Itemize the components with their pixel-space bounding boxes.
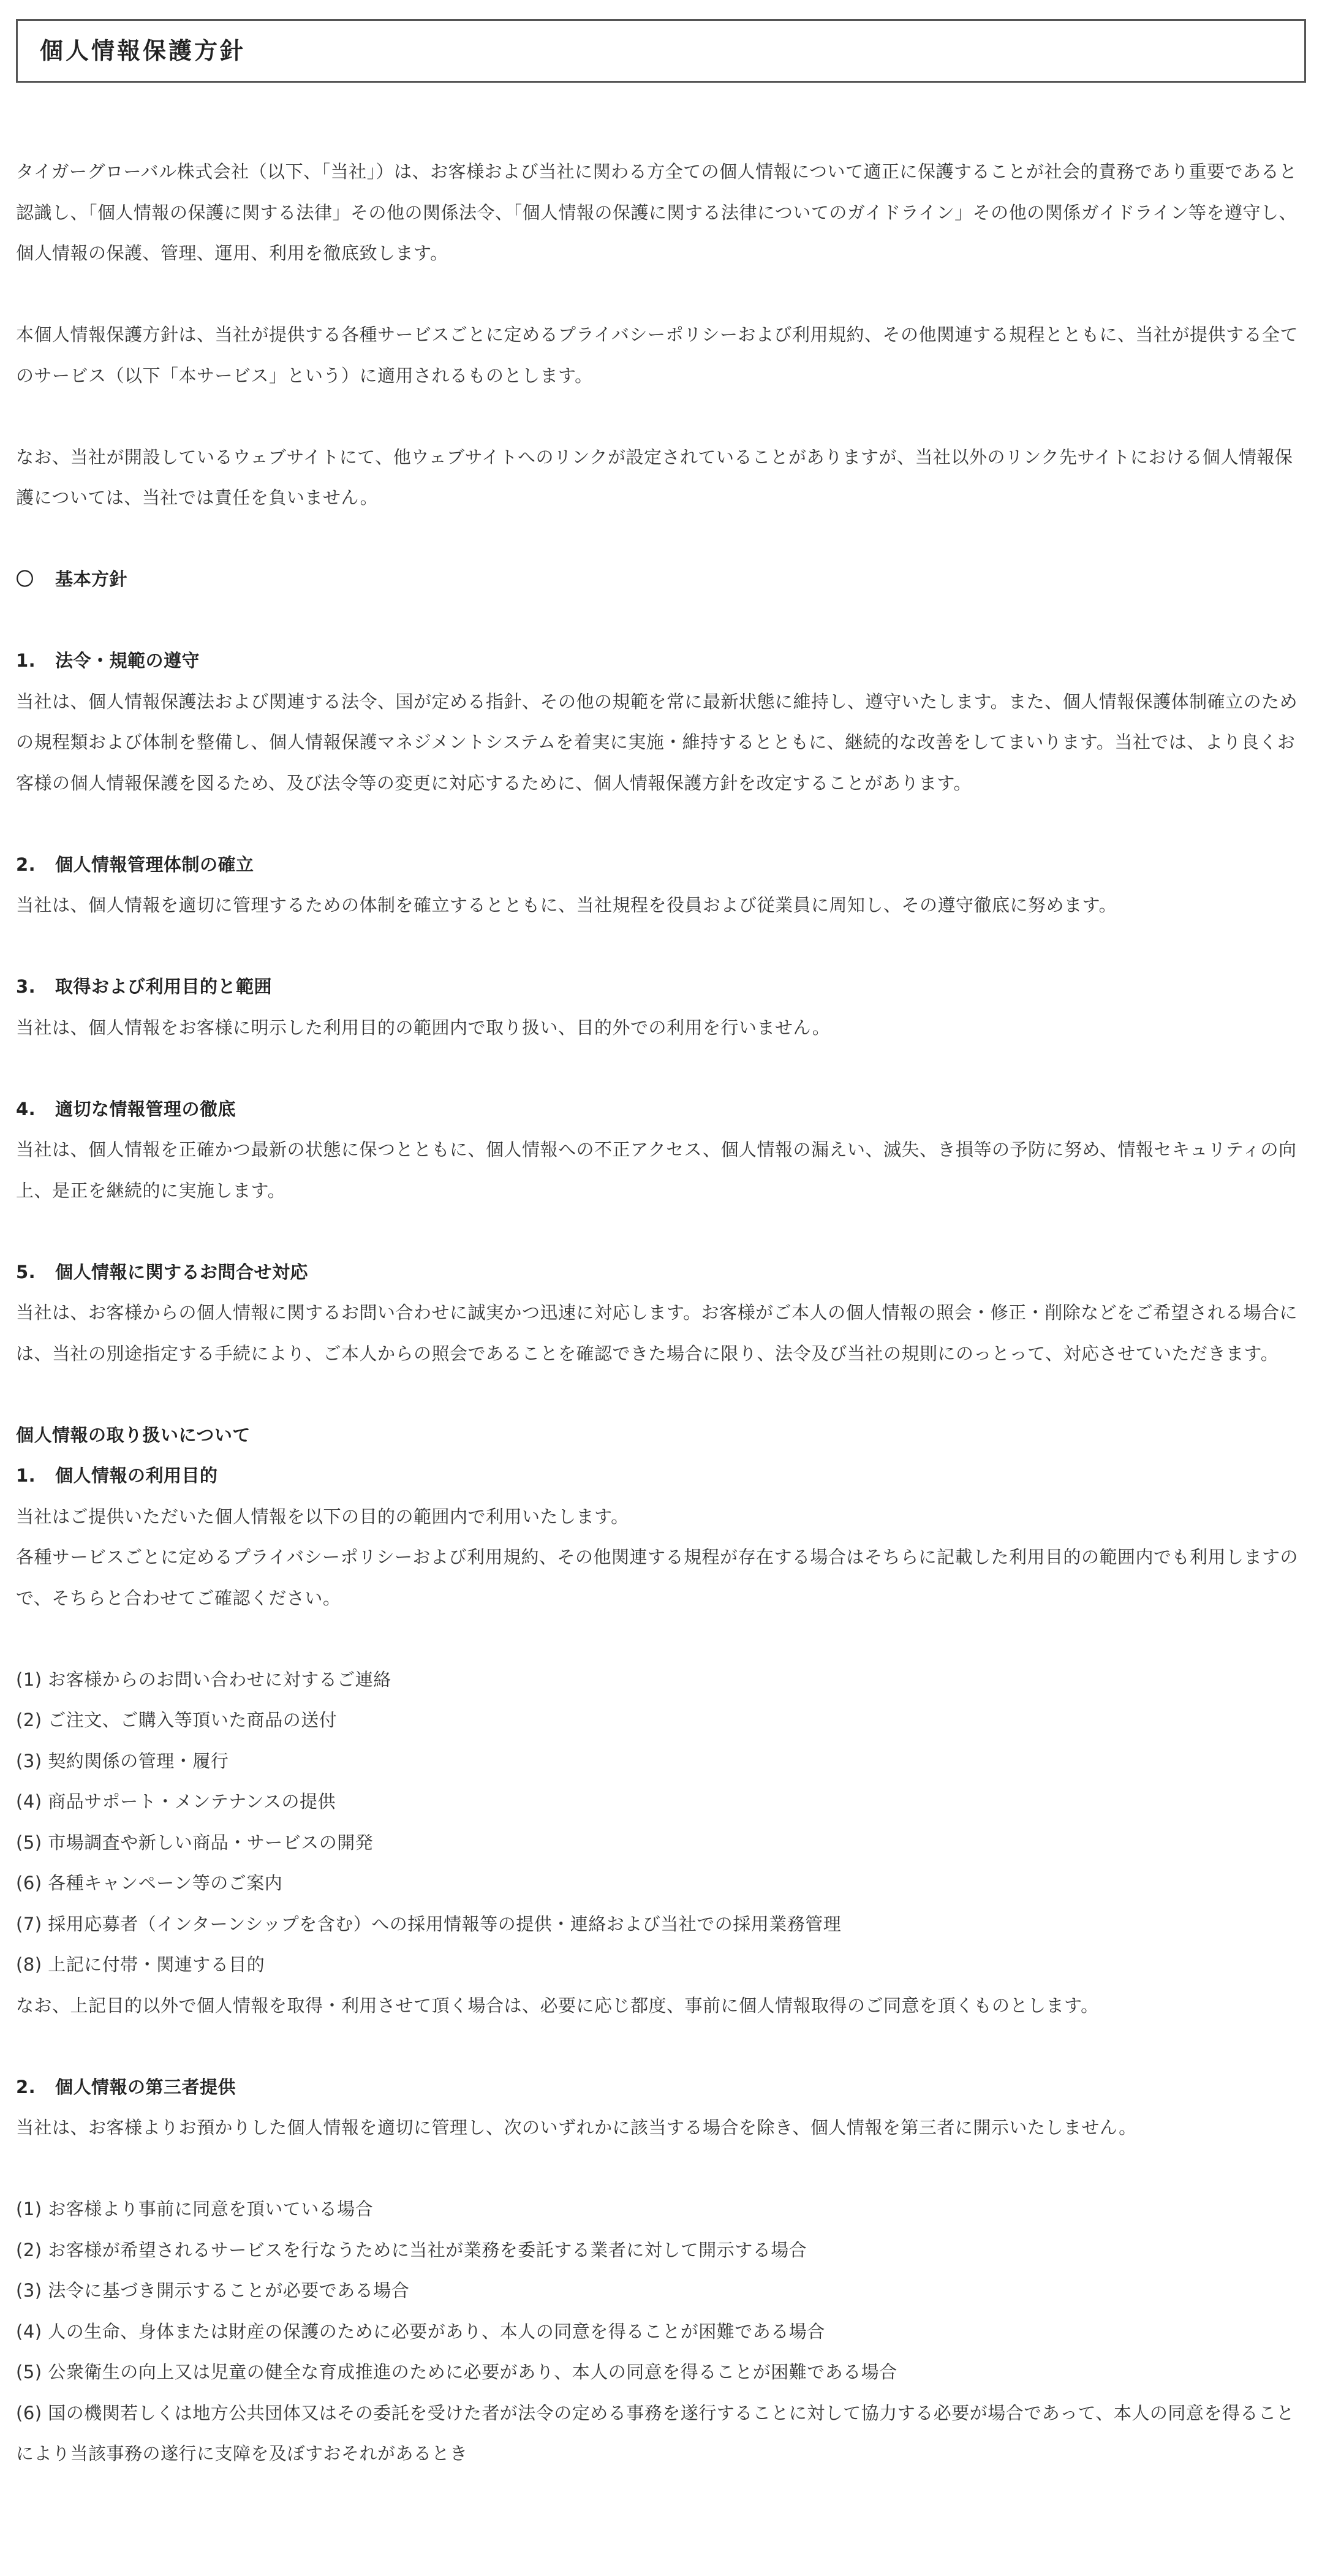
- section-body-information-management: 当社は、個人情報を正確かつ最新の状態に保つとともに、個人情報への不正アクセス、個人情報の漏えい、滅失、き損等の予防に努め、情報セキュリティの向上、是正を継続的に実施します。: [16, 1139, 1297, 1201]
- usage-list-item: (1) お客様からのお問い合わせに対するご連絡: [16, 1669, 391, 1690]
- third-party-list-item: (4) 人の生命、身体または財産の保護のために必要があり、本人の同意を得ることが困難である場合: [16, 2320, 825, 2342]
- usage-list-item: (6) 各種キャンペーン等のご案内: [16, 1873, 283, 1893]
- section-body-acquisition: 当社は、個人情報をお客様に明示した利用目的の範囲内で取り扱い、目的外での利用を行いません。: [16, 1017, 831, 1038]
- third-party-list-item: (1) お客様より事前に同意を頂いている場合: [16, 2199, 374, 2219]
- section-heading-label: 個人情報の第三者提供: [55, 2076, 236, 2097]
- intro-paragraph-company: タイガーグローバル株式会社（以下、「当社」）は、お客様および当社に関わる方全ての個人情報について適正に保護することが社会的責務であり重要であると認識し、「個人情報の保護に関する法律」その他の関係法令、「個人情報の保護に関する法律についてのガイドライン」その他の関係ガイドライン等を遵守し、個人情報の保護、管理、運用、利用を徹底致します。: [16, 161, 1297, 263]
- usage-list-item: (2) ご注文、ご購入等頂いた商品の送付: [16, 1710, 338, 1730]
- third-party-heading: [16, 2067, 1306, 2108]
- section-heading-label: 法令・規範の遵守: [55, 650, 200, 671]
- section-heading-inquiries: [16, 1252, 1306, 1293]
- section-heading-acquisition: [16, 966, 1306, 1007]
- section-number: 1.: [16, 650, 36, 671]
- intro-paragraph-scope: 本個人情報保護方針は、当社が提供する各種サービスごとに定めるプライバシーポリシーおよび利用規約、その他関連する規程とともに、当社が提供する全てのサービス（以下「本サービス」という）に適用されるものとします。: [16, 324, 1299, 386]
- privacy-policy-page: [16, 19, 1306, 2474]
- usage-list-item: (8) 上記に付帯・関連する目的: [16, 1954, 265, 1975]
- section-heading-label: 個人情報の利用目的: [55, 1465, 218, 1486]
- third-party-list-item: (2) お客様が希望されるサービスを行なうために当社が業務を委託する業者に対して開示する場合: [16, 2239, 807, 2260]
- section-body-inquiries: 当社は、お客様からの個人情報に関するお問い合わせに誠実かつ迅速に対応します。お客様がご本人の個人情報の照会・修正・削除などをご希望される場合には、当社の別途指定する手続により、ご本人からの照会であることを確認できた場合に限り、法令及び当社の規則にのっとって、対応させていただきます。: [16, 1302, 1298, 1364]
- section-heading-label: 適切な情報管理の徹底: [55, 1098, 236, 1119]
- handling-heading: 個人情報の取り扱いについて: [16, 1424, 251, 1445]
- basic-policy-heading-label: 基本方針: [55, 569, 128, 589]
- third-party-list-item: (5) 公衆衛生の向上又は児童の健全な育成推進のために必要があり、本人の同意を得ることが困難である場合: [16, 2362, 897, 2382]
- section-body-management: 当社は、個人情報を適切に管理するための体制を確立するとともに、当社規程を役員および従業員に周知し、その遵守徹底に努めます。: [16, 895, 1117, 915]
- section-heading-information-management: [16, 1089, 1306, 1130]
- usage-list-item: (4) 商品サポート・メンテナンスの提供: [16, 1791, 336, 1812]
- usage-list-item: (5) 市場調査や新しい商品・サービスの開発: [16, 1832, 374, 1853]
- intro-paragraph-links: なお、当社が開設しているウェブサイトにて、他ウェブサイトへのリンクが設定されていることがありますが、当社以外のリンク先サイトにおける個人情報保護については、当社では責任を負いません。: [16, 446, 1293, 508]
- section-number: 2.: [16, 854, 36, 875]
- policy-content: [16, 151, 1306, 2474]
- section-number: 5.: [16, 1261, 36, 1282]
- usage-lead: 当社はご提供いただいた個人情報を以下の目的の範囲内で利用いたします。: [16, 1506, 629, 1527]
- section-heading-compliance: [16, 640, 1306, 681]
- third-party-list-item: (3) 法令に基づき開示することが必要である場合: [16, 2280, 410, 2301]
- circle-mark-icon: 〇: [16, 569, 34, 589]
- third-party-list-item: (6) 国の機関若しくは地方公共団体又はその委託を受けた者が法令の定める事務を遂行することに対して協力する必要が場合であって、本人の同意を得ることにより当該事務の遂行に支障を及ぼすおそれがあるとき: [16, 2402, 1294, 2464]
- third-party-lead: 当社は、お客様よりお預かりした個人情報を適切に管理し、次のいずれかに該当する場合を除き、個人情報を第三者に開示いたしません。: [16, 2117, 1137, 2138]
- usage-lead-note: 各種サービスごとに定めるプライバシーポリシーおよび利用規約、その他関連する規程が存在する場合はそちらに記載した利用目的の範囲内でも利用しますので、そちらと合わせてご確認ください。: [16, 1547, 1299, 1608]
- basic-policy-heading: [16, 559, 1306, 600]
- page-title: 個人情報保護方針: [40, 37, 246, 64]
- section-number: 3.: [16, 976, 36, 997]
- usage-list-item: (7) 採用応募者（インターンシップを含む）への採用情報等の提供・連絡および当社での採用業務管理: [16, 1913, 842, 1934]
- section-heading-label: 個人情報に関するお問合せ対応: [55, 1261, 309, 1282]
- section-body-compliance: 当社は、個人情報保護法および関連する法令、国が定める指針、その他の規範を常に最新状態に維持し、遵守いたします。また、個人情報保護体制確立のための規程類および体制を整備し、個人情報保護マネジメントシステムを着実に実施・維持するとともに、継続的な改善をしてまいります。当社では、より良くお客様の個人情報保護を図るため、及び法令等の変更に対応するために、個人情報保護方針を改定することがあります。: [16, 691, 1298, 794]
- usage-list-item: (3) 契約関係の管理・履行: [16, 1750, 229, 1771]
- usage-note: なお、上記目的以外で個人情報を取得・利用させて頂く場合は、必要に応じ都度、事前に個人情報取得のご同意を頂くものとします。: [16, 1995, 1099, 2016]
- section-heading-management: [16, 844, 1306, 885]
- usage-heading: [16, 1455, 1306, 1496]
- section-number: 1.: [16, 1465, 36, 1486]
- section-heading-label: 個人情報管理体制の確立: [55, 854, 254, 875]
- page-title-box: [16, 19, 1306, 83]
- section-number: 2.: [16, 2076, 36, 2097]
- section-number: 4.: [16, 1098, 36, 1119]
- section-heading-label: 取得および利用目的と範囲: [55, 976, 273, 997]
